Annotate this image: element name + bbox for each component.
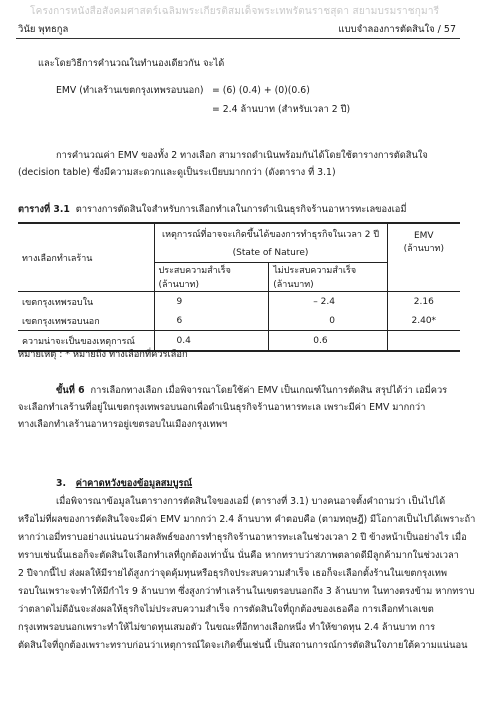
header-chapter-page: แบบจำลองการตัดสินใจ / 57: [338, 24, 456, 35]
section-body-line: หรือไม่ที่ผลของการตัดสินใจจะมีค่า EMV มากกว่า 2.4 ล้านบาท คำตอบคือ (ตามทฤษฎี) มีโอกาสเป็นไปได้เพราะถ้า: [18, 514, 476, 525]
col-header-success: [154, 263, 269, 292]
table-caption: [18, 202, 407, 217]
decision-table: [18, 222, 460, 352]
emv-label: EMV (ทำเลร้านเขตกรุงเทพรอบนอก): [56, 85, 204, 96]
fail-label: ไม่ประสบความสำเร็จ: [273, 266, 357, 276]
table-row: [18, 311, 460, 331]
row-success-value: 6: [154, 311, 269, 331]
table-caption-text: ตารางการตัดสินใจสำหรับการเลือกทำเลในการดำเนินธุรกิจร้านอาหารทะเลของเอมี่: [75, 204, 407, 215]
table-caption-label: ตารางที่ 3.1: [18, 204, 70, 215]
row-emv-value: 2.16: [387, 292, 460, 312]
row-alternative: เขตกรุงเทพรอบนอก: [18, 311, 154, 331]
col-header-state: (State of Nature): [154, 243, 387, 263]
fail-unit: (ล้านบาท): [273, 280, 314, 290]
emv-header-spacer: [387, 263, 460, 292]
probability-label: ความน่าจะเป็นของเหตุการณ์: [18, 331, 154, 352]
section-body-line: กรุงเทพรอบนอกเพราะทำให้ไม่ขาดทุนเสมอตัว ในขณะที่อีกทางเลือกหนึ่ง ทำให้ขาดทุน 2.4 ล้านบาท การ: [18, 622, 436, 633]
section-heading: [56, 476, 192, 491]
header-rule: [16, 38, 460, 39]
probability-success: 0.4: [154, 331, 269, 352]
section-body-line: ตัดสินใจที่ถูกต้องเพราะทราบก่อนว่าเหตุการณ์ใดจะเกิดขึ้นเช่นนี้ เป็นสถานการณ์การตัดสินใจภายใต้ความแน่นอน: [18, 640, 468, 651]
col-header-emv: [387, 223, 460, 263]
paragraph-line: การคำนวณค่า EMV ของทั้ง 2 ทางเลือก สามารถดำเนินพร้อมกันได้โดยใช้ตารางการตัดสินใจ: [56, 150, 428, 161]
paragraph-line: (decision table) ซึ่งมีความสะดวกและดูเป็นระเบียบมากกว่า (ดังตาราง ที่ 3.1): [18, 167, 336, 178]
emv-header-label: EMV: [413, 231, 434, 242]
step6-text: การเลือกทางเลือก เมื่อพิจารณาโดยใช้ค่า EMV เป็นเกณฑ์ในการตัดสิน สรุปได้ว่า เอมี่ควร: [90, 385, 448, 396]
success-unit: (ล้านบาท): [158, 280, 199, 290]
header-author: วินัย พุทธกูล: [18, 24, 69, 35]
success-label: ประสบความสำเร็จ: [158, 266, 231, 276]
step6-line: [56, 383, 447, 398]
table-note: หมายเหตุ : * หมายถึง ทางเลือกที่ควรเลือก: [18, 349, 188, 360]
emv-equation-1: = (6) (0.4) + (0)(0.6): [212, 85, 310, 96]
step6-line: จะเลือกทำเลร้านที่อยู่ในเขตกรุงเทพรอบนอกเพื่อดำเนินธุรกิจร้านอาหารทะเล เพราะมีค่า EMV มากกว่า: [18, 402, 426, 413]
table-row: [18, 292, 460, 312]
section-number: 3.: [56, 478, 67, 489]
step6-line: ทางเลือกทำเลร้านอาหารอยู่เขตรอบในเมืองกรุงเทพฯ: [18, 419, 228, 430]
row-fail-value: – 2.4: [269, 292, 387, 312]
row-alternative: เขตกรุงเทพรอบใน: [18, 292, 154, 312]
section-body-line: ว่าตลาดไม่ดีอันจะส่งผลให้ธุรกิจไม่ประสบความสำเร็จ การตัดสินใจที่ถูกต้องของเธอคือ การเลือกทำเลเขต: [18, 604, 434, 615]
col-header-alternative: ทางเลือกทำเลร้าน: [18, 223, 154, 292]
emv-header-unit: (ล้านบาท): [403, 244, 445, 255]
watermark-text: โครงการหนังสือสังคมศาสตร์เฉลิมพระเกียรติสมเด็จพระเทพรัตนราชสุดา สยามบรมราชกุมารี: [30, 6, 440, 17]
section-body-line: 2 ปีจากนี้ไป ส่งผลให้มีรายได้สูงกว่าจุดคุ้มทุนหรือธุรกิจประสบความสำเร็จ เธอก็จะเลือกตั้งร้านในเขตกรุงเทพ: [18, 568, 448, 579]
section-body-line: ทราบเช่นนั้นเธอก็จะตัดสินใจเลือกทำเลที่ถูกต้องเท่านั้น นั่นคือ หากทราบว่าสภาพตลาดดีมีลูกค้ามากในช่วงเวลา: [18, 550, 459, 561]
row-success-value: 9: [154, 292, 269, 312]
row-fail-value: 0: [269, 311, 387, 331]
row-emv-value: 2.40*: [387, 311, 460, 331]
col-header-events: เหตุการณ์ที่อาจจะเกิดขึ้นได้ของการทำธุรกิจในเวลา 2 ปี: [154, 223, 387, 243]
emv-equation-2: = 2.4 ล้านบาท (สำหรับเวลา 2 ปี): [212, 104, 351, 115]
intro-line: และโดยวิธีการคำนวณในทำนองเดียวกัน จะได้: [38, 58, 225, 69]
section-body-line: เมื่อพิจารณาข้อมูลในตารางการตัดสินใจของเอมี่ (ตารางที่ 3.1) บางคนอาจตั้งคำถามว่า เป็นไปได้: [56, 496, 446, 507]
section-body-line: รอบในเพราะจะทำให้มีกำไร 9 ล้านบาท ซึ่งสูงกว่าทำเลร้านในเขตรอบนอกถึง 3 ล้านบาท ในทางตรงข้าม หากทราบ: [18, 586, 475, 597]
section-title: ค่าคาดหวังของข้อมูลสมบูรณ์: [75, 478, 193, 489]
probability-fail: 0.6: [269, 331, 387, 352]
col-header-fail: [269, 263, 387, 292]
probability-emv-empty: [387, 331, 460, 352]
section-body-line: หากว่าเอมี่ทราบอย่างแน่นอนว่าผลลัพธ์ของการทำธุรกิจร้านอาหารทะเลในช่วงเวลา 2 ปี ข้างหน้าเป็นอย่างไร เมื่อ: [18, 532, 467, 543]
step6-label: ขั้นที่ 6: [56, 385, 85, 396]
